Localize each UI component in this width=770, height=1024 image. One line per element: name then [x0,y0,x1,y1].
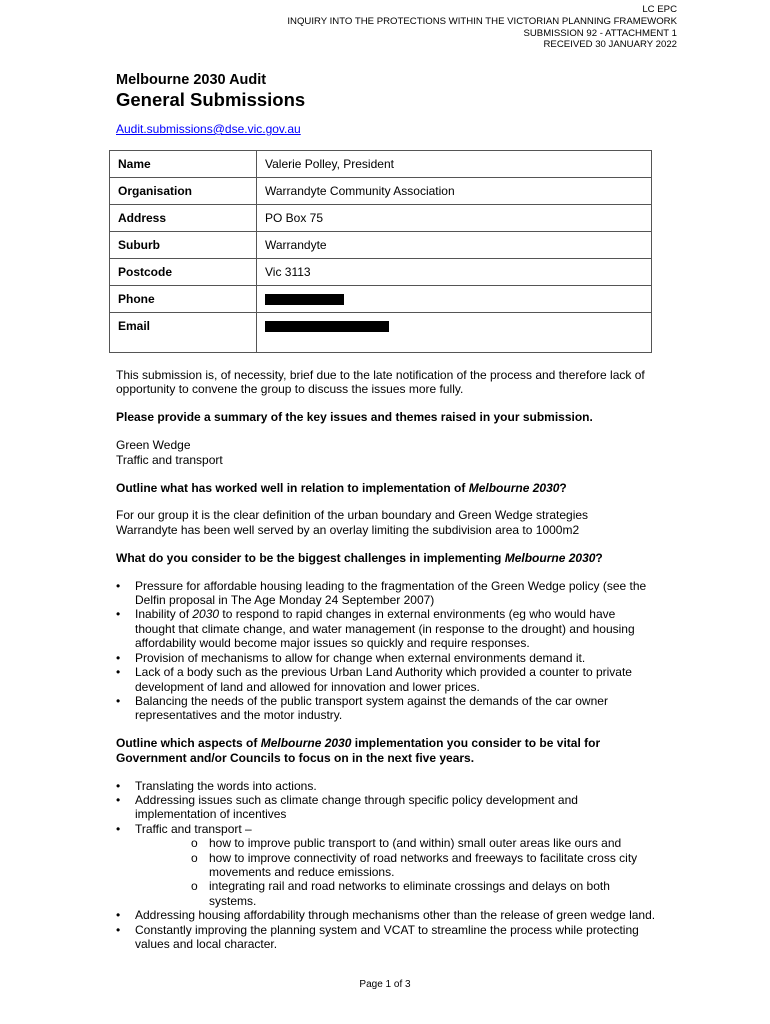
list-item: • Lack of a body such as the previous Urban Land Authority which provided a counter to private development of land and allowed for innovation and lower prices. [116,665,632,694]
row-label: Phone [110,286,257,313]
priorities-list [116,779,656,837]
redaction-bar [265,321,389,332]
list-item: • Addressing issues such as climate change through specific policy development and implementation of incentives [116,792,578,822]
row-value: PO Box 75 [257,205,652,232]
question-heading: Outline which aspects of Melbourne 2030 implementation you consider to be vital for Government and/or Councils to focus on in the next five years. [116,736,601,765]
table-row [110,205,652,232]
row-value: Vic 3113 [257,259,652,286]
row-value: Warrandyte Community Association [257,178,652,205]
row-label: Postcode [110,259,257,286]
header-line: INQUIRY INTO THE PROTECTIONS WITHIN THE VICTORIAN PLANNING FRAMEWORK [287,15,677,27]
list-item: • Provision of mechanisms to allow for change when external environments demand it. [116,650,586,665]
priorities-list-continued [116,908,656,951]
question-heading: Outline what has worked well in relation to implementation of Melbourne 2030? [116,480,567,495]
row-label: Name [110,151,257,178]
row-value [257,286,652,313]
answer-line: Traffic and transport [116,452,223,467]
row-label: Address [110,205,257,232]
submission-body [116,368,656,951]
table-row [110,232,652,259]
email-link[interactable]: Audit.submissions@dse.vic.gov.au [116,122,301,136]
list-item: • Pressure for affordable housing leading to the fragmentation of the Green Wedge policy (see the Delfin proposal in The Age Monday 24 September 2007) [116,578,647,608]
row-label: Organisation [110,178,257,205]
redaction-bar [265,294,344,305]
challenges-list [116,579,656,723]
table-row [110,313,652,353]
list-item: • Inability of 2030 to respond to rapid changes in external environments (eg who would have thought that climate change, and water management (in response to the drought) and housing affordability would become major issues so quickly and require responses. [116,607,635,651]
intro-paragraph: This submission is, of necessity, brief due to the late notification of the process and therefore lack of opportunity to convene the group to discuss the issues more fully. [116,368,645,397]
submission-header [287,4,677,51]
transport-sublist [116,836,656,908]
list-item: • Constantly improving the planning system and VCAT to streamline the process while protecting values and local character. [116,922,639,951]
row-label: Email [110,313,257,353]
page-number: Page 1 of 3 [359,979,411,990]
row-value: Warrandyte [257,232,652,259]
list-item: • Traffic and transport – [116,821,252,836]
table-row [110,286,652,313]
table-row [110,178,652,205]
table-row [110,151,652,178]
answer-line: For our group it is the clear definition of the urban boundary and Green Wedge strategies [116,508,589,523]
question-heading: What do you consider to be the biggest challenges in implementing Melbourne 2030? [116,550,603,565]
sub-list-item: o integrating rail and road networks to eliminate crossings and delays on both systems. [191,879,610,908]
row-value [257,313,652,353]
list-item: • Balancing the needs of the public transport system against the demands of the car owner representatives and the motor industry. [116,693,608,723]
answer-line: Warrandyte has been well served by an overlay limiting the subdivision area to 1000m2 [116,522,580,537]
table-row [110,259,652,286]
row-value: Valerie Polley, President [257,151,652,178]
answer-line: Green Wedge [116,438,191,453]
list-item: • Translating the words into actions. [116,778,317,793]
document-title: Melbourne 2030 Audit [116,72,267,88]
row-label: Suburb [110,232,257,259]
document-subtitle: General Submissions [116,89,306,110]
question-heading: Please provide a summary of the key issues and themes raised in your submission. [116,410,593,425]
sub-list-item: o how to improve connectivity of road networks and freeways to facilitate cross city movements and reduce emissions. [191,850,638,879]
sub-list-item: o how to improve public transport to (and within) small outer areas like ours and [191,836,622,851]
details-table [109,150,652,353]
header-line: SUBMISSION 92 - ATTACHMENT 1 [523,27,677,39]
list-item: • Addressing housing affordability through mechanisms other than the release of green wedge land. [116,908,656,923]
header-line: RECEIVED 30 JANUARY 2022 [543,39,677,51]
header-line: LC EPC [642,4,677,15]
